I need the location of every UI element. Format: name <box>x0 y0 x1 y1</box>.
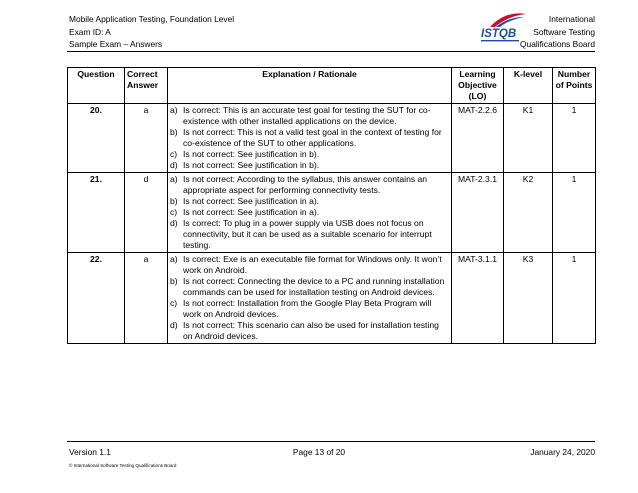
option-label: a) <box>170 174 178 184</box>
option-item <box>170 254 449 276</box>
logo-text: ISTQB <box>481 28 517 40</box>
option-list <box>170 174 449 251</box>
footer-rule <box>67 441 595 442</box>
option-label: b) <box>170 127 178 137</box>
points: 1 <box>553 104 596 173</box>
option-item <box>170 160 449 171</box>
org-line-1: International <box>548 14 595 24</box>
option-label: b) <box>170 196 178 206</box>
explanation-cell <box>168 253 452 344</box>
option-text: Is not correct: See justification in b). <box>183 160 320 170</box>
col-correct-answer: Correct Answer <box>125 68 168 104</box>
table-row <box>68 173 596 253</box>
col-learning-objective: Learning Objective (LO) <box>452 68 504 104</box>
learning-objective: MAT-3.1.1 <box>452 253 504 344</box>
option-text: Is not correct: See justification in b). <box>183 149 320 159</box>
option-text: Is not correct: This is not a valid test goal in the context of testing for co-existence of the SUT to other applications. <box>183 127 442 148</box>
table-header-row <box>68 68 596 104</box>
table-row <box>68 104 596 173</box>
option-item <box>170 149 449 160</box>
col-points: Number of Points <box>553 68 596 104</box>
option-label: d) <box>170 160 178 170</box>
k-level: K3 <box>504 253 553 344</box>
header-right <box>520 13 595 51</box>
option-item <box>170 207 449 218</box>
col-question: Question <box>68 68 125 104</box>
option-list <box>170 254 449 342</box>
option-text: Is not correct: According to the syllabus, this answer contains an appropriate aspect for performing connectivity tests. <box>183 174 428 195</box>
k-level: K1 <box>504 104 553 173</box>
org-line-3: Qualifications Board <box>520 39 595 50</box>
answers-table <box>67 67 596 344</box>
points: 1 <box>553 253 596 344</box>
option-item <box>170 196 449 207</box>
option-label: c) <box>170 149 178 159</box>
version-label: Version 1.1 <box>69 447 111 457</box>
doc-title: Mobile Application Testing, Foundation Level <box>69 14 235 24</box>
k-level: K2 <box>504 173 553 253</box>
option-text: Is not correct: See justification in a). <box>183 207 320 217</box>
option-item <box>170 174 449 196</box>
option-label: a) <box>170 105 178 115</box>
logo-underline <box>481 40 519 41</box>
option-item <box>170 105 449 127</box>
learning-objective: MAT-2.3.1 <box>452 173 504 253</box>
org-line-2: Software Testing <box>533 26 595 37</box>
exam-id: Exam ID: A <box>69 26 111 37</box>
copyright: © International Software Testing Qualifications Board <box>69 463 177 468</box>
option-label: c) <box>170 207 178 217</box>
option-item <box>170 127 449 149</box>
option-label: c) <box>170 298 178 308</box>
header-left <box>69 13 234 51</box>
correct-answer: a <box>125 104 168 173</box>
doc-date: January 24, 2020 <box>530 447 595 457</box>
points: 1 <box>553 173 596 253</box>
option-label: d) <box>170 218 178 228</box>
explanation-cell <box>168 173 452 253</box>
learning-objective: MAT-2.2.6 <box>452 104 504 173</box>
option-label: b) <box>170 276 178 286</box>
doc-subtitle: Sample Exam – Answers <box>69 39 163 50</box>
option-text: Is not correct: Connecting the device to a PC and running installation commands can be used for installation testing on Android devices. <box>183 276 445 297</box>
header-rule <box>67 51 595 52</box>
option-label: a) <box>170 254 178 264</box>
option-item <box>170 218 449 251</box>
option-label: d) <box>170 320 178 330</box>
option-text: Is correct: Exe is an executable file format for Windows only. It won’t work on Android. <box>183 254 442 275</box>
option-item <box>170 298 449 320</box>
col-k-level: K-level <box>504 68 553 104</box>
option-item <box>170 276 449 298</box>
option-text: Is correct: To plug in a power supply via USB does not focus on connectivity, but it can be used as a suitable scenario for interrupt testing. <box>183 218 432 250</box>
option-text: Is not correct: See justification in a). <box>183 196 320 206</box>
question-number: 22. <box>68 253 125 344</box>
table-row <box>68 253 596 344</box>
col-explanation: Explanation / Rationale <box>168 68 452 104</box>
option-text: Is not correct: This scenario can also be used for installation testing on Android devices. <box>183 320 439 341</box>
correct-answer: d <box>125 173 168 253</box>
option-list <box>170 105 449 171</box>
option-text: Is not correct: Installation from the Google Play Beta Program will work on Android devices. <box>183 298 432 319</box>
question-number: 21. <box>68 173 125 253</box>
question-number: 20. <box>68 104 125 173</box>
correct-answer: a <box>125 253 168 344</box>
option-item <box>170 320 449 342</box>
page-number: Page 13 of 20 <box>292 447 346 457</box>
option-text: Is correct: This is an accurate test goal for testing the SUT for co-existence with other installed applications on the device. <box>183 105 431 126</box>
explanation-cell <box>168 104 452 173</box>
